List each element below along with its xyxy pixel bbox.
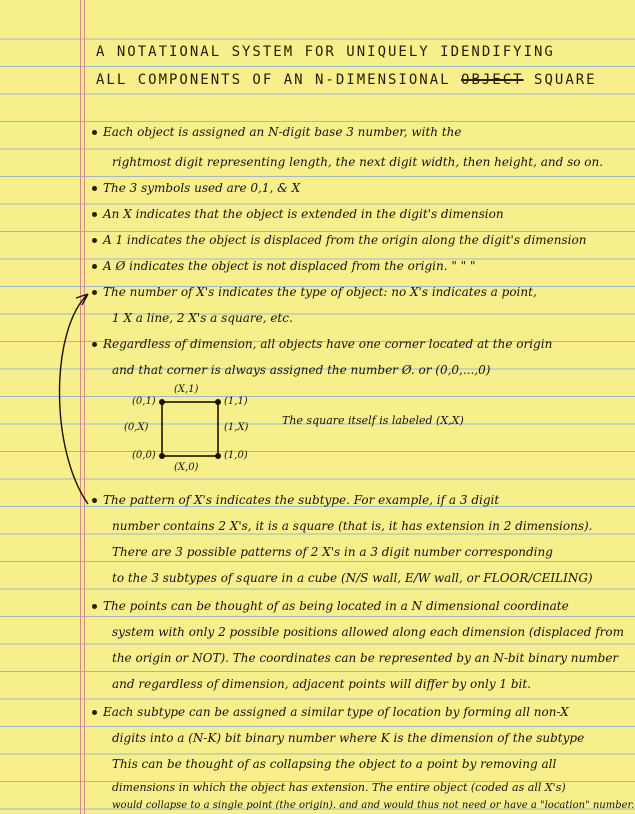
curved-arrow-icon — [40, 290, 100, 520]
note-line: to the 3 subtypes of square in a cube (N/S wall, E/W wall, or FLOOR/CEILING) — [112, 571, 593, 585]
note-line: Regardless of dimension, all objects have one corner located at the origin — [92, 336, 552, 352]
note-line: dimensions in which the object has extension. The entire object (coded as all X's) — [112, 781, 566, 794]
edge-label-right: (1,X) — [224, 422, 249, 433]
note-line: rightmost digit representing length, the next digit width, then height, and so on. — [112, 155, 604, 169]
note-line: and that corner is always assigned the number Ø. or (0,0,...,0) — [112, 363, 491, 377]
square-diagram — [120, 380, 500, 475]
square-caption: The square itself is labeled (X,X) — [282, 414, 464, 427]
note-line: The points can be thought of as being located in a N dimensional coordinate — [92, 598, 569, 614]
bullet-icon — [92, 604, 97, 609]
note-line: A Ø indicates the object is not displaced from the origin. " " " — [92, 258, 476, 274]
corner-label-top-right: (1,1) — [224, 396, 248, 407]
note-line: There are 3 possible patterns of 2 X's in a 3 digit number corresponding — [112, 545, 553, 559]
note-line: the origin or NOT). The coordinates can be represented by an N-bit binary number — [112, 651, 619, 665]
corner-label-bottom-left: (0,0) — [132, 450, 156, 461]
title-struck-word: OBJECT — [461, 72, 524, 88]
note-line: number contains 2 X's, it is a square (that is, it has extension in 2 dimensions). — [112, 519, 593, 533]
note-line: A 1 indicates the object is displaced from the origin along the digit's dimension — [92, 232, 586, 248]
note-line: and regardless of dimension, adjacent points will differ by only 1 bit. — [112, 677, 532, 691]
title-text-end: SQUARE — [534, 72, 597, 88]
note-line: An X indicates that the object is extended in the digit's dimension — [92, 206, 504, 222]
note-line: system with only 2 possible positions allowed along each dimension (displaced from — [112, 625, 625, 639]
note-line: The 3 symbols used are 0,1, & X — [92, 180, 300, 196]
bullet-icon — [92, 264, 97, 269]
note-line: This can be thought of as collapsing the object to a point by removing all — [112, 757, 557, 771]
note-line: 1 X a line, 2 X's a square, etc. — [112, 311, 293, 325]
title-text: ALL COMPONENTS OF AN N-DIMENSIONAL — [96, 72, 451, 88]
bullet-icon — [92, 238, 97, 243]
page-title: A NOTATIONAL SYSTEM FOR UNIQUELY IDENDIFYING — [96, 44, 555, 60]
note-line: Each subtype can be assigned a similar type of location by forming all non-X — [92, 704, 569, 720]
bullet-icon — [92, 710, 97, 715]
note-line: would collapse to a single point (the origin). and and would thus not need or have a "location" number. — [112, 800, 635, 811]
edge-label-bottom: (X,0) — [174, 462, 199, 473]
edge-label-left: (0,X) — [124, 422, 149, 433]
bullet-icon — [92, 130, 97, 135]
note-line: The pattern of X's indicates the subtype. For example, if a 3 digit — [92, 492, 499, 508]
note-line: Each object is assigned an N-digit base 3 number, with the — [92, 124, 461, 140]
page-title-line2 — [96, 72, 616, 88]
bullet-icon — [92, 186, 97, 191]
bullet-icon — [92, 212, 97, 217]
corner-label-top-left: (0,1) — [132, 396, 156, 407]
note-line: The number of X's indicates the type of object: no X's indicates a point, — [92, 284, 537, 300]
corner-label-bottom-right: (1,0) — [224, 450, 248, 461]
edge-label-top: (X,1) — [174, 384, 199, 395]
note-line: digits into a (N-K) bit binary number where K is the dimension of the subtype — [112, 731, 585, 745]
